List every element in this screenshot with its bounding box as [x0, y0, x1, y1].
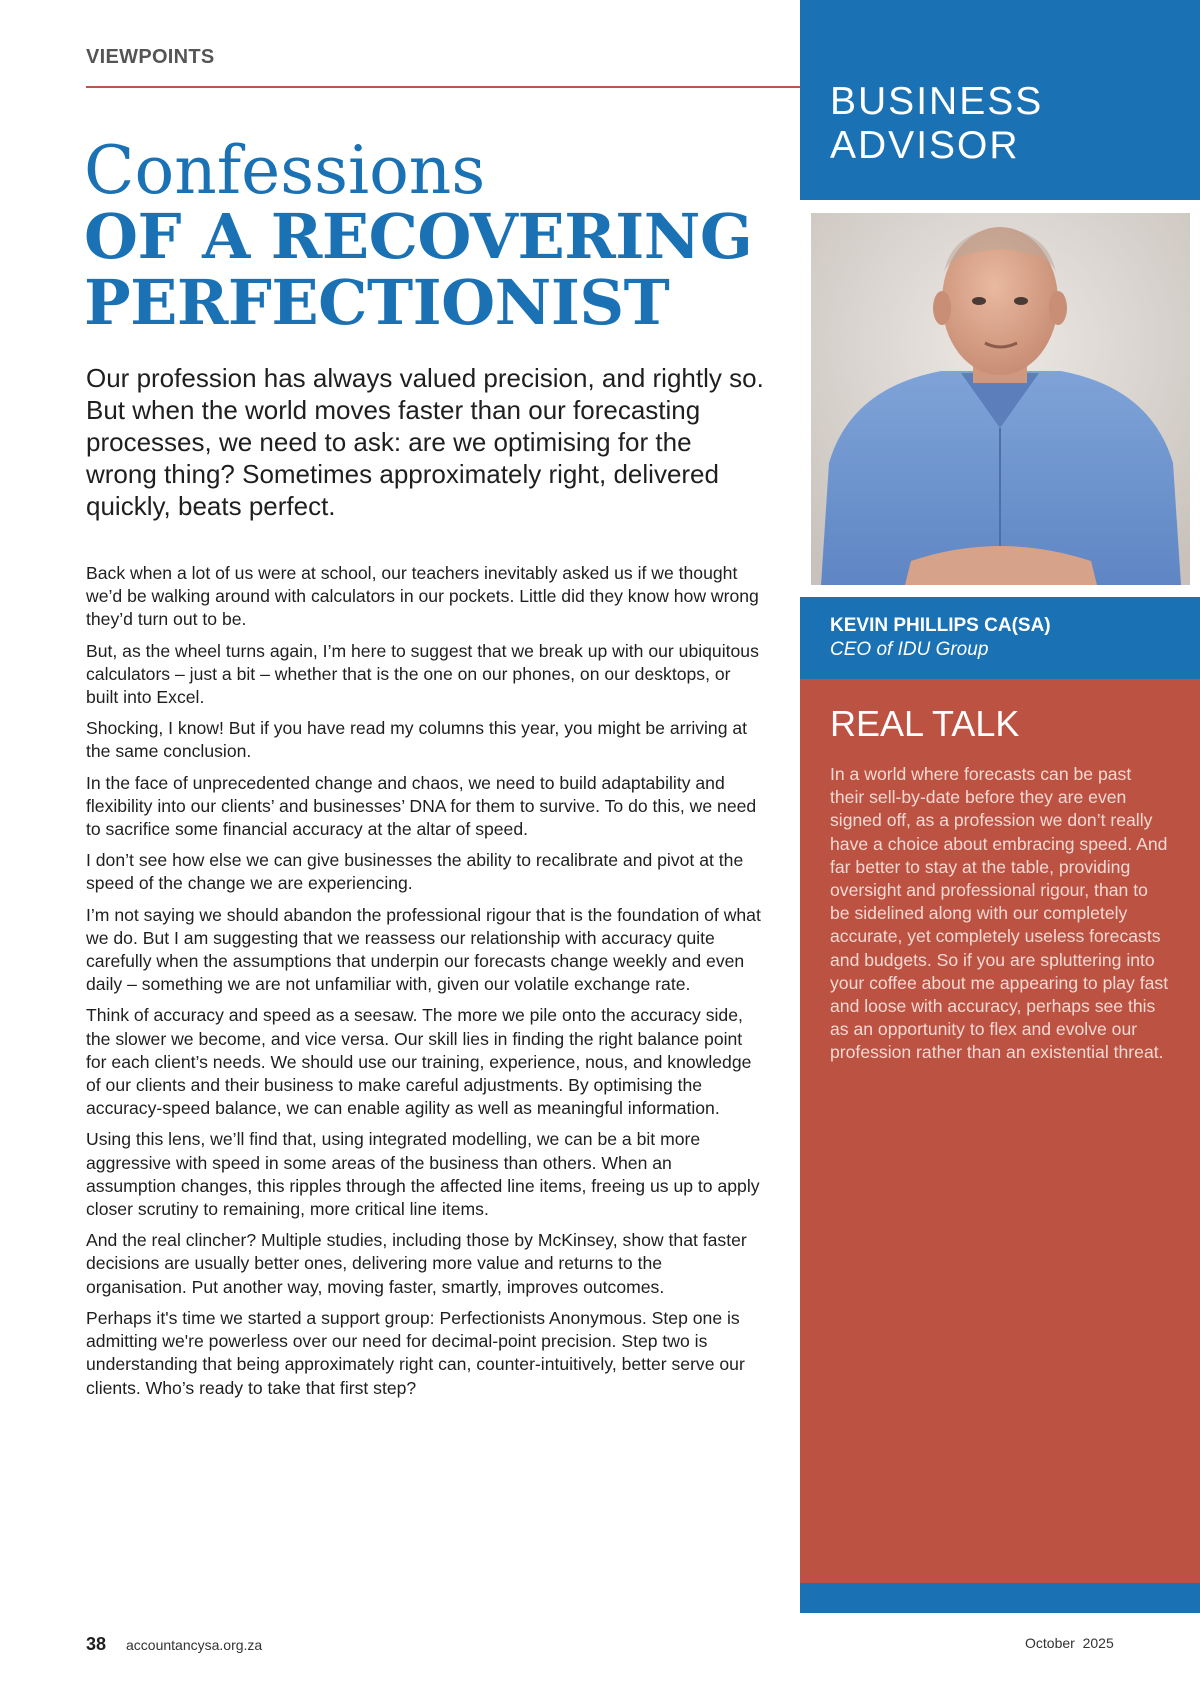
body-paragraph: And the real clincher? Multiple studies, including those by McKinsey, show that faster decisions are usually better ones, delivering more value and returns to the organisation. Put another way, moving faster, smartly, improves outcomes.: [86, 1230, 747, 1297]
photo-band: [800, 200, 1200, 597]
title-line-2: OF A RECOVERING: [84, 200, 753, 273]
sidebar: [800, 0, 1200, 1613]
author-band: [800, 597, 1200, 679]
sidebar-header-line-2: ADVISOR: [830, 124, 1020, 167]
article-body: [86, 562, 766, 1408]
title-line-3: PERFECTIONIST: [84, 266, 670, 339]
top-rule: [86, 86, 800, 88]
body-paragraph: I don’t see how else we can give businesses the ability to recalibrate and pivot at the speed of the change we are experiencing.: [86, 850, 744, 894]
callout-body: In a world where forecasts can be past their sell-by-date before they are even signed off, as a profession we don’t really have a choice about embracing speed. And far better to stay at the table, providing oversight and professional rigour, than to be sidelined along with our completely accurate, yet completely useless forecasts and budgets. So if you are spluttering into your coffee about me appearing to play fast and loose with accuracy, perhaps see this as an opportunity to flex and evolve our profession rather than an existential threat.: [830, 764, 1169, 1063]
sidebar-bottom-strip: [800, 1583, 1200, 1613]
author-role: CEO of IDU Group: [830, 639, 989, 660]
article-title: [84, 132, 784, 339]
sidebar-header-line-1: BUSINESS: [830, 80, 1044, 123]
body-paragraph: Shocking, I know! But if you have read my columns this year, you might be arriving at the same conclusion.: [86, 718, 748, 762]
body-paragraph: Back when a lot of us were at school, our teachers inevitably asked us if we thought we’d be walking around with calculators in our pockets. Little did they know how wrong they’d turn out to be.: [86, 563, 759, 630]
author-photo: [811, 213, 1190, 585]
section-label: VIEWPOINTS: [86, 46, 215, 68]
body-paragraph: Perhaps it's time we started a support group: Perfectionists Anonymous. Step one is admitting we're powerless over our need for decimal-point precision. Step two is understanding that being approximately right can, counter-intuitively, better serve our clients. Who’s ready to take that first step?: [86, 1307, 745, 1398]
author-portrait-image: [811, 213, 1190, 585]
author-name: KEVIN PHILLIPS CA(SA): [830, 615, 1051, 636]
callout-panel: [800, 679, 1200, 1583]
body-paragraph: Think of accuracy and speed as a seesaw. The more we pile onto the accuracy side, the slower we become, and vice versa. Our skill lies in finding the right balance point for each client’s needs. We should use our training, experience, nous, and knowledge of our clients and their business to make careful adjustments. By optimising the accuracy-speed balance, we can enable agility as well as meaningful information.: [86, 1005, 752, 1119]
body-paragraph: I’m not saying we should abandon the professional rigour that is the foundation of what we do. But I am suggesting that we reassess our relationship with accuracy quite carefully when the assumptions that underpin our forecasts change weekly and even daily – something we are not unfamiliar with, given our volatile exchange rate.: [86, 904, 761, 995]
standfirst: Our profession has always valued precision, and rightly so. But when the world moves faster than our forecasting processes, we need to ask: are we optimising for the wrong thing? Sometimes approximately right, delivered quickly, beats perfect.: [86, 363, 764, 521]
page-number: 38: [86, 1634, 107, 1654]
body-paragraph: Using this lens, we’ll find that, using integrated modelling, we can be a bit more aggressive with speed in some areas of the business than others. When an assumption changes, this ripples through the affected line items, freeing us up to apply closer scrutiny to remaining, more critical line items.: [86, 1129, 760, 1220]
footer-issue-date: October 2025: [1025, 1635, 1114, 1651]
callout-heading: REAL TALK: [830, 703, 1020, 744]
footer-website: accountancysa.org.za: [126, 1637, 263, 1653]
sidebar-header: [800, 0, 1200, 200]
body-paragraph: But, as the wheel turns again, I’m here to suggest that we break up with our ubiquitous calculators – just a bit – whether that is the one on our phones, on our desktops, or built into Excel.: [86, 640, 759, 708]
title-line-1: Confessions: [84, 132, 486, 209]
body-paragraph: In the face of unprecedented change and chaos, we need to build adaptability and flexibility into our clients’ and businesses’ DNA for them to survive. To do this, we need to sacrifice some financial accuracy at the altar of speed.: [86, 772, 757, 840]
